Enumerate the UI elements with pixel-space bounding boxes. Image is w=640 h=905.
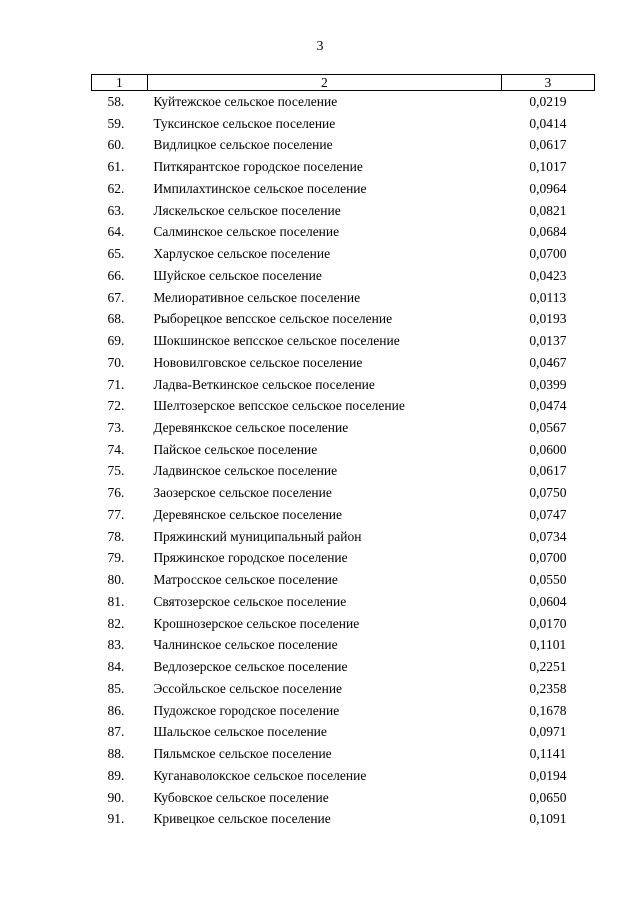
coefficient-value: 0,0194 bbox=[529, 767, 567, 783]
coefficient-value: 0,0650 bbox=[529, 789, 567, 805]
coefficient-value: 0,0193 bbox=[529, 311, 567, 327]
coefficients-table bbox=[91, 74, 595, 830]
table-row bbox=[92, 134, 595, 156]
coefficient-value: 0,0467 bbox=[529, 354, 567, 370]
row-number: 74. bbox=[107, 441, 125, 457]
row-number: 83. bbox=[107, 637, 125, 653]
settlement-name: Святозерское сельское поселение bbox=[153, 593, 347, 609]
coefficient-value: 0,0567 bbox=[529, 420, 567, 436]
table-row bbox=[92, 765, 595, 787]
table-header-row bbox=[92, 75, 595, 91]
settlement-name: Пудожское городское поселение bbox=[153, 702, 340, 718]
coefficient-value: 0,0734 bbox=[529, 528, 567, 544]
table-row bbox=[92, 613, 595, 635]
table-row bbox=[92, 439, 595, 461]
table-row bbox=[92, 308, 595, 330]
table-row bbox=[92, 265, 595, 287]
row-number: 86. bbox=[107, 702, 125, 718]
row-number: 68. bbox=[107, 311, 125, 327]
coefficient-value: 0,0700 bbox=[529, 246, 567, 262]
table-row bbox=[92, 91, 595, 113]
coefficient-value: 0,0170 bbox=[529, 615, 567, 631]
table-row bbox=[92, 787, 595, 809]
settlement-name: Куйтежское сельское поселение bbox=[153, 94, 338, 109]
table-row bbox=[92, 221, 595, 243]
row-number: 58. bbox=[107, 94, 125, 109]
row-number: 91. bbox=[107, 811, 125, 827]
settlement-name: Эссойльское сельское поселение bbox=[153, 680, 343, 696]
settlement-name: Шокшинское вепсское сельское поселение bbox=[153, 333, 400, 349]
table-row bbox=[92, 678, 595, 700]
row-number: 90. bbox=[107, 789, 125, 805]
table-row bbox=[92, 591, 595, 613]
row-number: 70. bbox=[107, 354, 125, 370]
table-row bbox=[92, 352, 595, 374]
coefficient-value: 0,1101 bbox=[529, 637, 567, 653]
row-number: 75. bbox=[107, 463, 125, 479]
row-number: 63. bbox=[107, 202, 125, 218]
settlement-name: Пряжинское городское поселение bbox=[153, 550, 348, 566]
row-number: 69. bbox=[107, 333, 125, 349]
row-number: 80. bbox=[107, 572, 125, 588]
coefficient-value: 0,1017 bbox=[529, 159, 567, 175]
row-number: 79. bbox=[107, 550, 125, 566]
table-row bbox=[92, 526, 595, 548]
table-row bbox=[92, 287, 595, 309]
coefficient-value: 0,0550 bbox=[529, 572, 567, 588]
settlement-name: Шуйское сельское поселение bbox=[153, 267, 322, 283]
table-row bbox=[92, 634, 595, 656]
row-number: 67. bbox=[107, 289, 125, 305]
coefficient-value: 0,0971 bbox=[529, 724, 567, 740]
settlement-name: Ляскельское сельское поселение bbox=[153, 202, 341, 218]
table-row bbox=[92, 113, 595, 135]
settlement-name: Видлицкое сельское поселение bbox=[153, 137, 333, 153]
row-number: 82. bbox=[107, 615, 125, 631]
coefficient-value: 0,0423 bbox=[529, 267, 567, 283]
settlement-name: Ладвинское сельское поселение bbox=[153, 463, 338, 479]
settlement-name: Ведлозерское сельское поселение bbox=[153, 659, 348, 675]
row-number: 85. bbox=[107, 680, 125, 696]
table-row bbox=[92, 743, 595, 765]
table-row bbox=[92, 700, 595, 722]
settlement-name: Крошнозерское сельское поселение bbox=[153, 615, 360, 631]
table-row bbox=[92, 395, 595, 417]
coefficient-value: 0,2251 bbox=[529, 659, 567, 675]
row-number: 81. bbox=[107, 593, 125, 609]
table-row bbox=[92, 569, 595, 591]
row-number: 66. bbox=[107, 267, 125, 283]
table-row bbox=[92, 460, 595, 482]
settlement-name: Шальское сельское поселение bbox=[153, 724, 327, 740]
table-row bbox=[92, 504, 595, 526]
table-row bbox=[92, 417, 595, 439]
table-row bbox=[92, 178, 595, 200]
table-row bbox=[92, 808, 595, 830]
table-row bbox=[92, 721, 595, 743]
table-row bbox=[92, 330, 595, 352]
settlement-name: Мелиоративное сельское поселение bbox=[153, 289, 361, 305]
settlement-name: Куганаволокское сельское поселение bbox=[153, 767, 367, 783]
coefficient-value: 0,0617 bbox=[529, 463, 567, 479]
coefficient-value: 0,0137 bbox=[529, 333, 567, 349]
table-body bbox=[92, 91, 595, 830]
coefficient-value: 0,0604 bbox=[529, 593, 567, 609]
settlement-name: Пяльмское сельское поселение bbox=[153, 746, 332, 762]
coefficient-value: 0,0747 bbox=[529, 506, 567, 522]
coefficient-value: 0,0414 bbox=[529, 115, 567, 131]
coefficient-value: 0,0399 bbox=[529, 376, 567, 392]
table-row bbox=[92, 656, 595, 678]
table-row bbox=[92, 156, 595, 178]
coefficient-value: 0,0219 bbox=[529, 94, 567, 109]
row-number: 61. bbox=[107, 159, 125, 175]
row-number: 88. bbox=[107, 746, 125, 762]
settlement-name: Кубовское сельское поселение bbox=[153, 789, 329, 805]
coefficient-value: 0,0700 bbox=[529, 550, 567, 566]
settlement-name: Деревянское сельское поселение bbox=[153, 506, 343, 522]
settlement-name: Матросское сельское поселение bbox=[153, 572, 338, 588]
table-row bbox=[92, 482, 595, 504]
settlement-name: Ладва-Веткинское сельское поселение bbox=[153, 376, 375, 392]
coefficient-value: 0,0600 bbox=[529, 441, 567, 457]
settlement-name: Заозерское сельское поселение bbox=[153, 485, 332, 501]
table-row bbox=[92, 200, 595, 222]
row-number: 87. bbox=[107, 724, 125, 740]
coefficient-value: 0,1141 bbox=[529, 746, 567, 762]
settlement-name: Рыборецкое вепсское сельское поселение bbox=[153, 311, 393, 327]
settlement-name: Кривецкое сельское поселение bbox=[153, 811, 331, 827]
coefficient-value: 0,0684 bbox=[529, 224, 567, 240]
row-number: 72. bbox=[107, 398, 125, 414]
coefficient-value: 0,0821 bbox=[529, 202, 567, 218]
row-number: 84. bbox=[107, 659, 125, 675]
coefficient-value: 0,0113 bbox=[529, 289, 567, 305]
row-number: 78. bbox=[107, 528, 125, 544]
column-header-2: 2 bbox=[147, 75, 501, 91]
row-number: 60. bbox=[107, 137, 125, 153]
row-number: 76. bbox=[107, 485, 125, 501]
row-number: 59. bbox=[107, 115, 125, 131]
coefficient-value: 0,1678 bbox=[529, 702, 567, 718]
settlement-name: Нововилговское сельское поселение bbox=[153, 354, 363, 370]
coefficient-value: 0,0964 bbox=[529, 180, 567, 196]
coefficient-value: 0,0474 bbox=[529, 398, 567, 414]
coefficient-value: 0,0750 bbox=[529, 485, 567, 501]
row-number: 77. bbox=[107, 506, 125, 522]
row-number: 64. bbox=[107, 224, 125, 240]
column-header-3: 3 bbox=[501, 75, 594, 91]
settlement-name: Харлуское сельское поселение bbox=[153, 246, 331, 262]
settlement-name: Чалнинское сельское поселение bbox=[153, 637, 338, 653]
settlement-name: Импилахтинское сельское поселение bbox=[153, 180, 367, 196]
column-header-1: 1 bbox=[92, 75, 148, 91]
settlement-name: Туксинское сельское поселение bbox=[153, 115, 336, 131]
settlement-name: Салминское сельское поселение bbox=[153, 224, 340, 240]
settlement-name: Деревянкское сельское поселение bbox=[153, 420, 349, 436]
coefficient-value: 0,2358 bbox=[529, 680, 567, 696]
row-number: 71. bbox=[107, 376, 125, 392]
row-number: 73. bbox=[107, 420, 125, 436]
table-row bbox=[92, 374, 595, 396]
coefficient-value: 0,1091 bbox=[529, 811, 567, 827]
coefficient-value: 0,0617 bbox=[529, 137, 567, 153]
settlement-name: Пряжинский муниципальный район bbox=[153, 528, 362, 544]
table-row bbox=[92, 547, 595, 569]
settlement-name: Пайское сельское поселение bbox=[153, 441, 318, 457]
row-number: 65. bbox=[107, 246, 125, 262]
table-row bbox=[92, 243, 595, 265]
page-number: 3 bbox=[316, 39, 324, 54]
row-number: 89. bbox=[107, 767, 125, 783]
settlement-name: Питкярантское городское поселение bbox=[153, 159, 363, 175]
settlement-name: Шелтозерское вепсское сельское поселение bbox=[153, 398, 405, 414]
row-number: 62. bbox=[107, 180, 125, 196]
